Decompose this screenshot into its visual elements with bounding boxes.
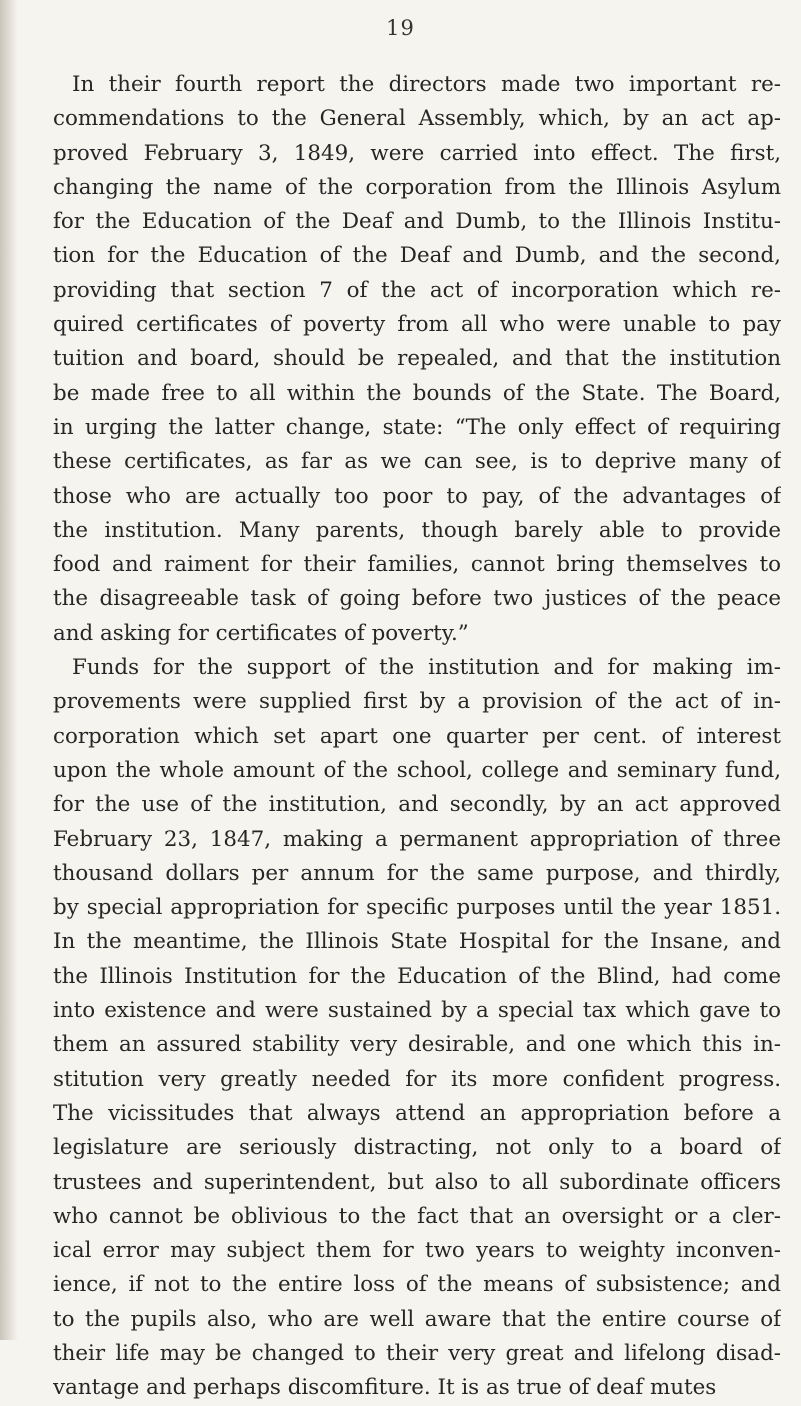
text-line: ical error may subject them for two years to weighty inconven- [53, 1238, 781, 1264]
text-line: Funds for the support of the institution and for making im- [72, 655, 781, 681]
text-line: ience, if not to the entire loss of the means of subsistence; and [53, 1272, 781, 1298]
body-text [53, 68, 781, 1406]
text-line: and asking for certificates of poverty.” [53, 620, 469, 646]
page-number: 19 [386, 16, 415, 40]
text-line: legislature are seriously distracting, not only to a board of [53, 1135, 781, 1161]
text-line: quired certificates of poverty from all who were unable to pay [53, 312, 781, 338]
binding-edge [0, 0, 18, 1340]
text-line: tion for the Education of the Deaf and Dumb, and the second, [53, 243, 781, 269]
text-line: for the use of the institution, and secondly, by an act approved [53, 792, 781, 818]
text-line: tuition and board, should be repealed, and that the institution [53, 346, 781, 372]
text-line: providing that section 7 of the act of incorporation which re- [53, 277, 781, 303]
text-line: thousand dollars per annum for the same purpose, and thirdly, [53, 860, 781, 886]
text-line: changing the name of the corporation from the Illinois Asylum [53, 174, 781, 200]
text-line: upon the whole amount of the school, college and seminary fund, [53, 757, 781, 783]
text-line: in urging the latter change, state: “The only effect of requiring [53, 414, 781, 440]
text-line: the institution. Many parents, though barely able to provide [53, 517, 781, 543]
text-line: The vicissitudes that always attend an appropriation before a [53, 1100, 781, 1126]
text-line: by special appropriation for specific purposes until the year 1851. [53, 895, 781, 921]
text-line: who cannot be oblivious to the fact that an oversight or a cler- [53, 1203, 781, 1229]
text-line: those who are actually too poor to pay, of the advantages of [53, 483, 781, 509]
text-line: stitution very greatly needed for its more confident progress. [53, 1066, 781, 1092]
text-line: trustees and superintendent, but also to all subordinate officers [53, 1169, 781, 1195]
text-line: vantage and perhaps discomfiture. It is as true of deaf mutes [53, 1375, 717, 1401]
text-line: In their fourth report the directors made two important re- [72, 72, 781, 97]
text-line: them an assured stability very desirable, and one which this in- [53, 1032, 781, 1058]
text-line: these certificates, as far as we can see, is to deprive many of [53, 449, 781, 475]
text-line: commendations to the General Assembly, which, by an act ap- [53, 106, 781, 132]
text-line: be made free to all within the bounds of the State. The Board, [53, 380, 781, 406]
text-line: the Illinois Institution for the Education of the Blind, had come [53, 963, 781, 989]
text-line: February 23, 1847, making a permanent appropriation of three [53, 826, 781, 852]
text-line: for the Education of the Deaf and Dumb, to the Illinois Institu- [53, 209, 781, 235]
text-line: food and raiment for their families, cannot bring themselves to [53, 552, 781, 578]
text-line: the disagreeable task of going before two justices of the peace [53, 586, 781, 612]
text-line: corporation which set apart one quarter per cent. of interest [53, 723, 781, 749]
text-line: provements were supplied first by a provision of the act of in- [53, 689, 781, 715]
text-line: to the pupils also, who are well aware that the entire course of [53, 1306, 781, 1332]
text-line: proved February 3, 1849, were carried into effect. The first, [53, 140, 781, 166]
text-line: into existence and were sustained by a special tax which gave to [53, 998, 781, 1024]
text-line: In the meantime, the Illinois State Hospital for the Insane, and [53, 929, 781, 955]
text-line: their life may be changed to their very great and lifelong disad- [53, 1340, 781, 1366]
